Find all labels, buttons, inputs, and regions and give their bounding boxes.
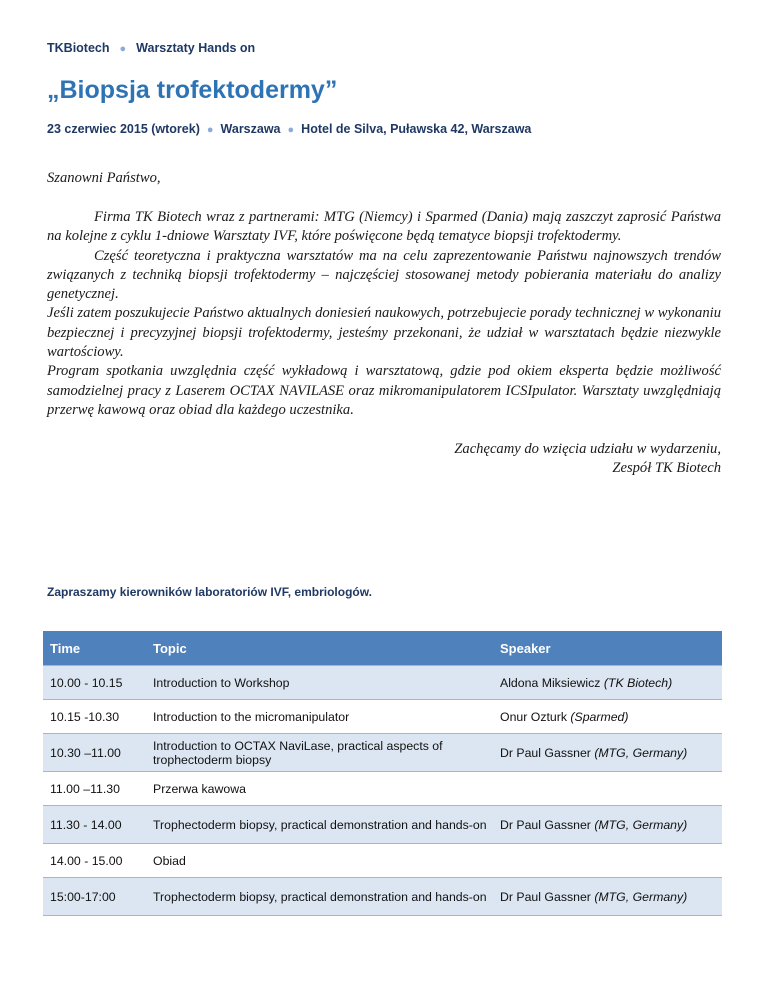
bullet-dot-icon: ● [119, 43, 127, 55]
event-date: 23 czerwiec 2015 (wtorek) [47, 122, 200, 136]
header-speaker: Speaker [493, 631, 722, 666]
letter-greeting: Szanowni Państwo, [47, 170, 161, 186]
row-speaker [493, 772, 722, 806]
row-time: 10.15 -10.30 [43, 700, 146, 734]
letter-paragraph: Firma TK Biotech wraz z partnerami: MTG (Niemcy) i Sparmed (Dania) mają zaszczyt zaprosić Państwa na kolejne z cyklu 1-dniowe Warsztaty IVF, które poświęcone będą tematyce biopsji trofektodermy. [47, 209, 721, 245]
table-row [43, 734, 722, 772]
speaker-name: Dr Paul Gassner [500, 889, 591, 904]
speaker-name: Onur Ozturk [500, 709, 567, 724]
signature-line: Zespół TK Biotech [612, 460, 721, 477]
row-speaker [493, 844, 722, 878]
row-time: 10.00 - 10.15 [43, 666, 146, 700]
closing-line: Zachęcamy do wzięcia udziału w wydarzeniu, [454, 441, 721, 457]
table-row [43, 844, 722, 878]
row-time: 15:00-17:00 [43, 878, 146, 916]
bullet-dot-icon: ● [206, 124, 214, 136]
speaker-organization: (MTG, Germany) [594, 889, 688, 904]
event-venue: Hotel de Silva, Puławska 42, Warszawa [301, 122, 532, 136]
table-row [43, 806, 722, 844]
row-time: 14.00 - 15.00 [43, 844, 146, 878]
letter-paragraph: Jeśli zatem poszukujecie Państwo aktualnych doniesień naukowych, potrzebujecie porady technicznej w wykonaniu bezpiecznej i precyzyjnej biopsji trofektodermy, jesteśmy przekonani, że udział w warsztatach będzie niezwykle wartościowy. [47, 305, 721, 361]
speaker-name: Aldona Miksiewicz [500, 675, 601, 690]
speaker-name: Dr Paul Gassner [500, 745, 591, 760]
table-row [43, 772, 722, 806]
table-row [43, 700, 722, 734]
row-speaker [493, 700, 722, 734]
brand-name: TKBiotech [47, 41, 110, 55]
row-speaker [493, 878, 722, 916]
speaker-organization: (MTG, Germany) [594, 817, 688, 832]
row-speaker [493, 666, 722, 700]
speaker-name: Dr Paul Gassner [500, 817, 591, 832]
row-topic: Introduction to Workshop [146, 666, 493, 700]
event-details [47, 122, 531, 136]
page-title: „Biopsja trofektodermy” [47, 76, 338, 104]
row-topic: Introduction to OCTAX NaviLase, practical aspects of trophectoderm biopsy [146, 734, 493, 772]
table-row [43, 878, 722, 916]
document-header [47, 41, 255, 55]
speaker-organization: (MTG, Germany) [594, 745, 688, 760]
series-name: Warsztaty Hands on [136, 41, 256, 55]
row-time: 11.00 –11.30 [43, 772, 146, 806]
row-speaker [493, 734, 722, 772]
speaker-organization: (TK Biotech) [603, 675, 673, 690]
agenda-table [43, 631, 722, 916]
row-time: 11.30 - 14.00 [43, 806, 146, 844]
letter-closing [47, 440, 721, 479]
letter-paragraph: Część teoretyczna i praktyczna warsztatów ma na celu zaprezentowanie Państwu najnowszych trendów związanych z techniką biopsji trofektodermy – najczęściej stosowanej metody pobierania materiału do analizy genetycznej. [47, 247, 721, 303]
row-topic: Obiad [146, 844, 493, 878]
row-topic: Trophectoderm biopsy, practical demonstration and hands-on [146, 878, 493, 916]
event-city: Warszawa [220, 122, 281, 136]
letter-body [47, 208, 721, 420]
header-time: Time [43, 631, 146, 666]
table-row [43, 666, 722, 700]
letter-paragraph: Program spotkania uwzględnia część wykładową i warsztatową, gdzie pod okiem eksperta będzie możliwość samodzielnej pracy z Laserem OCTAX NAVILASE oraz mikromanipulatorem ICSIpulator. Warsztaty uwzględniają przerwę kawową oraz obiad dla każdego uczestnika. [47, 363, 721, 418]
invitation-note: Zapraszamy kierowników laboratoriów IVF, embriologów. [47, 585, 372, 599]
speaker-organization: (Sparmed) [570, 709, 629, 724]
row-speaker [493, 806, 722, 844]
row-topic: Trophectoderm biopsy, practical demonstration and hands-on [146, 806, 493, 844]
bullet-dot-icon: ● [287, 124, 295, 136]
row-topic: Przerwa kawowa [146, 772, 493, 806]
header-topic: Topic [146, 631, 493, 666]
row-topic: Introduction to the micromanipulator [146, 700, 493, 734]
row-time: 10.30 –11.00 [43, 734, 146, 772]
agenda-header-row [43, 631, 722, 666]
